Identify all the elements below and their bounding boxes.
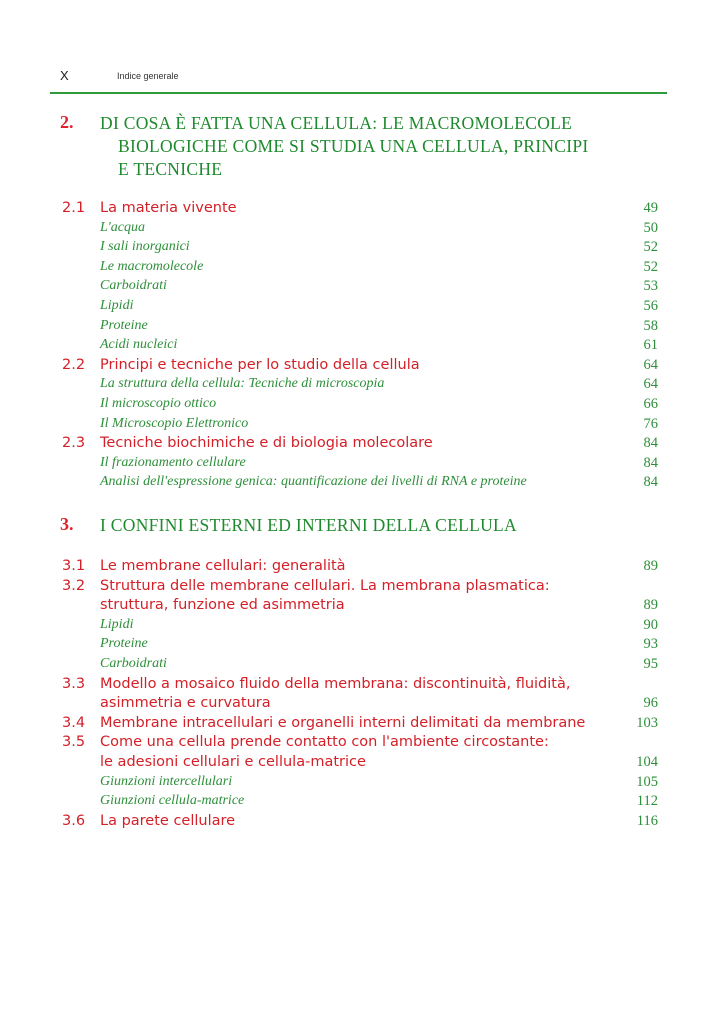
toc-entry[interactable] <box>0 734 718 754</box>
page-ref: 61 <box>643 337 658 354</box>
toc-entry[interactable] <box>0 774 718 794</box>
toc-entry[interactable] <box>0 676 718 696</box>
page-ref: 116 <box>636 812 658 829</box>
section-number: 3.3 <box>62 675 86 692</box>
toc-entry[interactable] <box>0 200 718 220</box>
page-ref: 84 <box>643 474 658 491</box>
page-ref: 52 <box>643 239 658 256</box>
section-title: Struttura delle membrane cellulari. La membrana plasmatica: <box>100 577 550 594</box>
section-title: struttura, funzione ed asimmetria <box>100 597 345 614</box>
toc-entry[interactable] <box>0 597 718 617</box>
page-ref: 96 <box>643 695 658 712</box>
toc-entry[interactable] <box>0 376 718 396</box>
toc-entry[interactable] <box>0 558 718 578</box>
toc-entry[interactable] <box>0 578 718 598</box>
toc-entry[interactable] <box>0 474 718 494</box>
page-ref: 52 <box>643 258 658 275</box>
section-title: Principi e tecniche per lo studio della cellula <box>100 356 420 373</box>
toc-entry[interactable] <box>0 357 718 377</box>
page-ref: 58 <box>643 317 658 334</box>
section-title: asimmetria e curvatura <box>100 695 271 712</box>
page-ref: 89 <box>643 558 658 574</box>
toc-entry[interactable] <box>0 656 718 676</box>
section-title: Le membrane cellulari: generalità <box>100 558 346 574</box>
chapter-number: 2. <box>60 112 74 132</box>
section-number: 3.4 <box>62 714 86 731</box>
toc-entry[interactable] <box>0 396 718 416</box>
toc-entry[interactable] <box>0 793 718 813</box>
section-number: 3.5 <box>62 734 86 751</box>
toc-entry[interactable] <box>0 455 718 475</box>
section-number: 2.1 <box>62 200 86 216</box>
page-ref: 90 <box>643 616 658 633</box>
toc-entry[interactable] <box>0 636 718 656</box>
page-number: X <box>60 68 69 83</box>
toc-entry[interactable] <box>0 715 718 735</box>
subsection-title: La struttura della cellula: Tecniche di microscopia <box>100 376 385 392</box>
page-ref: 95 <box>643 656 658 672</box>
toc-entry[interactable] <box>0 813 718 833</box>
section-title: La parete cellulare <box>100 812 236 829</box>
subsection-title: Il Microscopio Elettronico <box>100 415 249 431</box>
subsection-title: Le macromolecole <box>100 258 204 274</box>
page-ref: 84 <box>643 435 658 452</box>
page-ref: 104 <box>636 754 658 770</box>
page-ref: 105 <box>636 773 658 790</box>
toc-entry[interactable] <box>0 298 718 318</box>
page-ref: 56 <box>643 298 658 314</box>
subsection-title: Lipidi <box>100 616 134 632</box>
page-ref: 89 <box>643 597 658 614</box>
chapter-title-line: BIOLOGICHE COME SI STUDIA UNA CELLULA, PRINCIPI <box>118 136 589 156</box>
toc-entry[interactable] <box>0 435 718 455</box>
subsection-title: Giunzioni intercellulari <box>100 773 233 789</box>
section-title: Modello a mosaico fluido della membrana: discontinuità, fluidità, <box>100 675 571 692</box>
section-title: Come una cellula prende contatto con l'ambiente circostante: <box>100 734 549 751</box>
toc-entry[interactable] <box>0 754 718 774</box>
page-ref: 112 <box>636 793 658 810</box>
section-number: 3.2 <box>62 577 86 594</box>
section-number: 2.2 <box>62 356 86 373</box>
page-ref: 64 <box>643 376 658 393</box>
chapter-title-line: I CONFINI ESTERNI ED INTERNI DELLA CELLULA <box>100 515 517 535</box>
toc-entry[interactable] <box>0 220 718 240</box>
subsection-title: Il frazionamento cellulare <box>100 454 246 470</box>
page-ref: 50 <box>643 219 658 236</box>
page-ref: 53 <box>643 278 658 295</box>
subsection-title: Il microscopio ottico <box>100 396 217 411</box>
subsection-title: I sali inorganici <box>100 239 190 255</box>
subsection-title: Acidi nucleici <box>100 337 178 353</box>
page-ref: 84 <box>643 454 658 471</box>
subsection-title: Giunzioni cellula-matrice <box>100 793 245 809</box>
chapter-title-line: E TECNICHE <box>118 159 223 179</box>
page-header <box>50 66 667 94</box>
section-title: Tecniche biochimiche e di biologia molecolare <box>100 435 433 452</box>
running-head: Indice generale <box>117 71 179 81</box>
toc-entry[interactable] <box>0 239 718 259</box>
section-title: Membrane intracellulari e organelli interni delimitati da membrane <box>100 714 586 731</box>
page-ref: 49 <box>643 200 658 216</box>
subsection-title: Proteine <box>100 317 148 333</box>
subsection-title: Analisi dell'espressione genica: quantificazione dei livelli di RNA e proteine <box>100 474 527 490</box>
subsection-title: Lipidi <box>100 298 134 313</box>
toc-entry[interactable] <box>0 337 718 357</box>
page-ref: 64 <box>643 356 658 373</box>
toc-entry[interactable] <box>0 617 718 637</box>
subsection-title: Carboidrati <box>100 278 167 294</box>
chapter-number: 3. <box>60 514 74 534</box>
subsection-title: Proteine <box>100 636 148 652</box>
section-number: 3.6 <box>62 812 86 829</box>
subsection-title: Carboidrati <box>100 656 167 671</box>
section-number: 3.1 <box>62 558 86 574</box>
page-ref: 66 <box>643 396 658 412</box>
section-title: La materia vivente <box>100 200 237 216</box>
section-title: le adesioni cellulari e cellula-matrice <box>100 754 366 770</box>
section-number: 2.3 <box>62 435 86 452</box>
chapter-title <box>100 514 660 537</box>
toc-entry[interactable] <box>0 318 718 338</box>
toc-entry[interactable] <box>0 416 718 436</box>
page-ref: 76 <box>643 415 658 432</box>
toc-entry[interactable] <box>0 695 718 715</box>
chapter-title-line: DI COSA È FATTA UNA CELLULA: LE MACROMOLECOLE <box>100 113 573 133</box>
page-ref: 93 <box>643 636 658 653</box>
toc-entry[interactable] <box>0 278 718 298</box>
page-ref: 103 <box>636 714 658 731</box>
subsection-title: L'acqua <box>100 219 145 235</box>
chapter-title <box>100 112 660 181</box>
toc-entry[interactable] <box>0 259 718 279</box>
